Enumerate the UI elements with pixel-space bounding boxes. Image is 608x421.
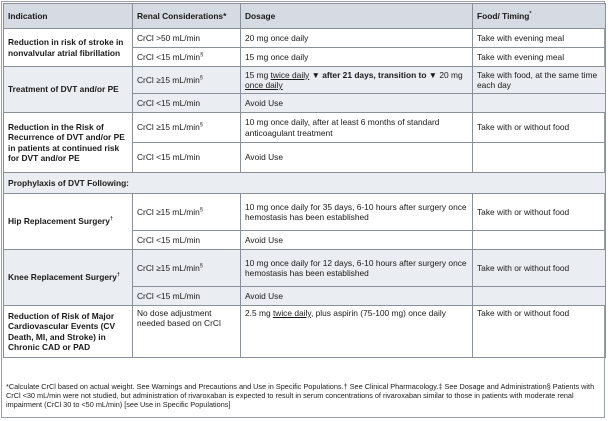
- header-food-label: Food/ Timing: [477, 10, 530, 21]
- dosage-text: 15 mg: [245, 69, 271, 80]
- food-cell: [473, 143, 606, 173]
- food-cell: Take with or without food: [473, 194, 606, 231]
- dosing-table: [3, 3, 606, 358]
- footnote-mark: §: [199, 207, 203, 214]
- dosage-cell: [241, 67, 473, 94]
- footnote-mark: †: [116, 272, 120, 279]
- dosage-underlined: twice daily: [272, 308, 311, 318]
- table-row: [4, 194, 606, 231]
- indication-hip: [4, 194, 133, 250]
- indication-text: Knee Replacement Surgery: [8, 272, 117, 283]
- header-food-timing: [473, 4, 606, 29]
- food-cell: [473, 94, 606, 113]
- table-row: [4, 250, 606, 287]
- dosage-text: 20 mg: [439, 69, 463, 80]
- renal-cell: CrCl <15 mL/min: [133, 287, 241, 306]
- indication-text: Hip Replacement Surgery: [8, 216, 110, 227]
- table-row: [4, 67, 606, 94]
- dosage-cell: 10 mg once daily for 35 days, 6-10 hours after surgery once hemostasis has been established: [241, 194, 473, 231]
- renal-text: CrCl ≥15 mL/min: [137, 74, 200, 85]
- dosage-cell: Avoid Use: [241, 143, 473, 173]
- renal-cell: [133, 48, 241, 67]
- indication-af: Reduction in risk of stroke in nonvalvular atrial fibrillation: [4, 29, 133, 67]
- food-cell: [473, 231, 606, 250]
- footnotes: *Calculate CrCl based on actual weight. See Warnings and Precautions and Use in Specific Populations.† See Clinical Pharmacology.‡ See Dosage and Administration§ Patients with CrCl <30 mL/min were not studied, but administration of rivaroxaban is expected to result in serum concentrations of rivaroxaban similar to those in patients with moderate renal impairment (CrCl 30 to <50 mL/min) [see Use in Specific Populations]: [6, 382, 595, 410]
- indication-cad-pad: Reduction of Risk of Major Cardiovascular Events (CV Death, MI, and Stroke) in Chronic CAD or PAD: [4, 306, 133, 358]
- table-row: [4, 29, 606, 48]
- renal-cell: [133, 250, 241, 287]
- renal-cell: [133, 194, 241, 231]
- renal-text: CrCl <15 mL/min: [137, 51, 201, 62]
- renal-cell: CrCl <15 mL/min: [133, 231, 241, 250]
- food-cell: Take with evening meal: [473, 48, 606, 67]
- footnote-mark: §: [200, 52, 204, 59]
- dosing-table-panel: [1, 1, 605, 418]
- table-row: [4, 173, 606, 194]
- food-cell: Take with or without food: [473, 113, 606, 143]
- food-cell: Take with or without food: [473, 250, 606, 287]
- renal-text: CrCl ≥15 mL/min: [137, 206, 200, 217]
- renal-cell: CrCl <15 mL/min: [133, 143, 241, 173]
- indication-dvt-treatment: Treatment of DVT and/or PE: [4, 67, 133, 113]
- indication-knee: [4, 250, 133, 306]
- footnote-mark: §: [199, 75, 203, 82]
- dosage-underlined: twice daily: [270, 69, 310, 80]
- renal-text: CrCl ≥15 mL/min: [137, 122, 200, 133]
- renal-cell: [133, 67, 241, 94]
- dosage-cell: 10 mg once daily for 12 days, 6-10 hours after surgery once hemostasis has been established: [241, 250, 473, 287]
- footnote-mark: §: [199, 263, 203, 270]
- header-food-mark: *: [529, 11, 532, 18]
- header-row: [4, 4, 606, 29]
- section-heading-prophylaxis: Prophylaxis of DVT Following:: [4, 173, 606, 194]
- header-indication: Indication: [4, 4, 133, 29]
- renal-cell: No dose adjustment needed based on CrCl: [133, 306, 241, 358]
- food-cell: [473, 287, 606, 306]
- dosage-cell: [241, 306, 473, 358]
- renal-cell: [133, 113, 241, 143]
- food-cell: Take with evening meal: [473, 29, 606, 48]
- dosage-text: , plus aspirin (75-100 mg) once daily: [310, 308, 446, 318]
- indication-recurrence: Reduction in the Risk of Recurrence of DVT and/or PE in patients at continued risk for DVT and/or PE: [4, 113, 133, 173]
- dosage-underlined: once daily: [245, 80, 283, 90]
- dosage-cell: Avoid Use: [241, 231, 473, 250]
- dosage-text: 2.5 mg: [245, 308, 273, 318]
- dosage-cell: 10 mg once daily, after at least 6 months of standard anticoagulant treatment: [241, 113, 473, 143]
- renal-cell: CrCl <15 mL/min: [133, 94, 241, 113]
- food-cell: Take with food, at the same time each day: [473, 67, 606, 94]
- dosage-cell: 20 mg once daily: [241, 29, 473, 48]
- food-cell: Take with or without food: [473, 306, 606, 358]
- table-row: [4, 306, 606, 358]
- footnote-mark: †: [109, 216, 113, 223]
- header-renal: Renal Considerations*: [133, 4, 241, 29]
- header-dosage: Dosage: [241, 4, 473, 29]
- dosage-cell: Avoid Use: [241, 94, 473, 113]
- dosage-transition: ▼ after 21 days, transition to ▼: [309, 69, 440, 80]
- table-row: [4, 113, 606, 143]
- dosage-cell: 15 mg once daily: [241, 48, 473, 67]
- renal-cell: CrCl >50 mL/min: [133, 29, 241, 48]
- dosage-cell: Avoid Use: [241, 287, 473, 306]
- renal-text: CrCl ≥15 mL/min: [137, 262, 200, 273]
- footnote-mark: §: [199, 122, 203, 129]
